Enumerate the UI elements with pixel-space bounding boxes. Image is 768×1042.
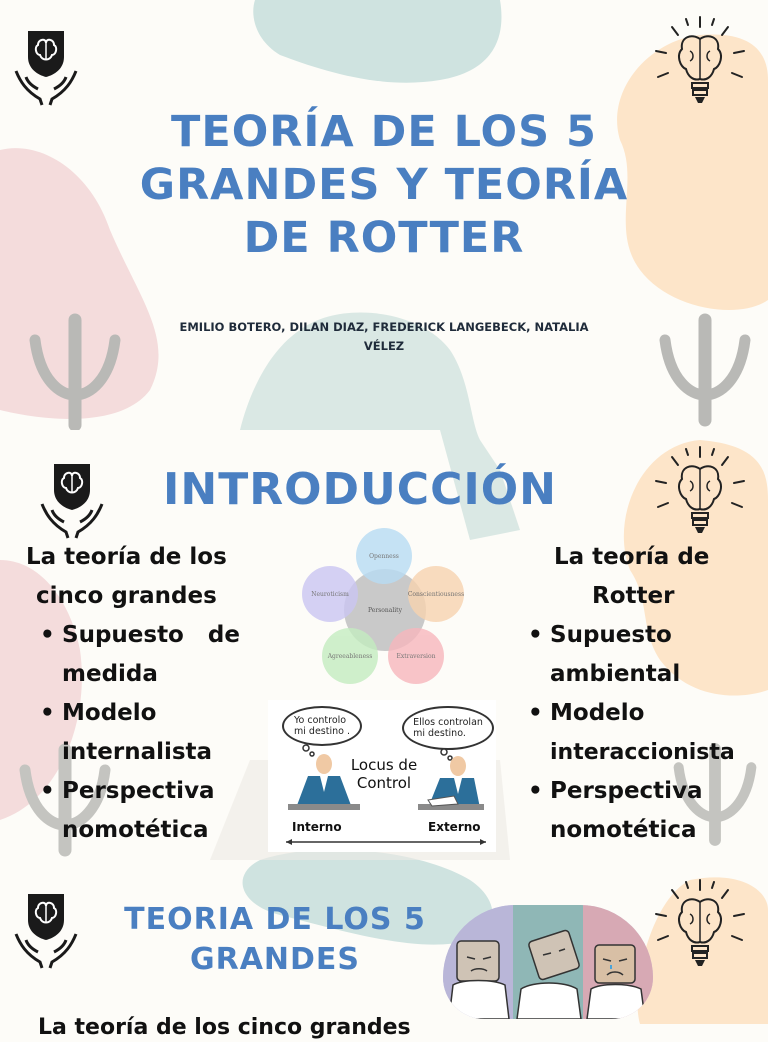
- section-title-line: GRANDES: [189, 942, 361, 977]
- list-item-line: medida: [62, 661, 158, 687]
- trait-circle: [356, 528, 412, 584]
- trait-label: Agreeableness: [327, 652, 373, 660]
- page-title-line: GRANDES Y TEORÍA: [139, 160, 629, 210]
- trait-label: Conscientiousness: [407, 590, 465, 598]
- external-label: Externo: [428, 820, 481, 834]
- brain-hands-icon: [12, 25, 80, 111]
- bubble-line: mi destino.: [413, 728, 466, 739]
- characters-drawing: [443, 905, 653, 1019]
- list-item-line: nomotética: [62, 817, 209, 843]
- list-item: [36, 694, 262, 772]
- internal-label: Interno: [292, 820, 342, 834]
- right-column: [516, 538, 766, 850]
- list-item-line: • Perspectiva: [550, 778, 703, 804]
- locus-of-control-illustration: [268, 700, 496, 852]
- list-item: [36, 772, 262, 850]
- locus-label: [344, 756, 424, 792]
- list-item-line: interaccionista: [550, 740, 735, 765]
- page-title: [100, 106, 668, 265]
- list-item: [524, 616, 766, 694]
- trait-circle: [322, 628, 378, 684]
- list-item: [524, 772, 766, 850]
- trait-label: Openness: [369, 552, 399, 560]
- list-item-line: internalista: [62, 739, 213, 765]
- list-item-line: • Modelo: [550, 700, 645, 726]
- bubble-line: Yo controlo: [294, 715, 347, 726]
- trait-label: Extraversion: [396, 652, 436, 660]
- left-title-line: cinco grandes: [36, 583, 217, 609]
- list-item-line: • Perspectiva: [62, 778, 215, 804]
- section-title: [80, 900, 470, 980]
- list-item-line: • Supuesto de: [62, 622, 240, 648]
- bubble-line: mi destino .: [294, 726, 350, 737]
- section-title-line: TEORIA DE LOS 5: [124, 902, 426, 937]
- left-list: [36, 616, 262, 850]
- authors: [130, 318, 638, 356]
- right-title-line: Rotter: [592, 583, 675, 609]
- characters-illustration: [443, 905, 653, 1019]
- page-title-line: TEORÍA DE LOS 5: [171, 107, 597, 157]
- list-item: [36, 616, 262, 694]
- authors-line: VÉLEZ: [363, 339, 405, 353]
- right-list: [524, 616, 766, 850]
- list-item-line: ambiental: [550, 661, 681, 687]
- left-column: [22, 538, 262, 850]
- teal-blob-top: [253, 0, 501, 83]
- brain-lightbulb-icon: [650, 878, 750, 977]
- intro-heading: INTRODUCCIÓN: [163, 464, 557, 515]
- authors-line: EMILIO BOTERO, DILAN DIAZ, FREDERICK LANGEBECK, NATALIA: [179, 320, 589, 334]
- list-item-line: nomotética: [550, 817, 697, 843]
- list-item-line: • Supuesto: [550, 622, 672, 648]
- trait-circle: [388, 628, 444, 684]
- right-title-line: La teoría de: [554, 544, 710, 570]
- locus-label-line: Locus de: [350, 756, 418, 774]
- page-title-line: DE ROTTER: [243, 213, 525, 263]
- brain-lightbulb-icon: [650, 445, 750, 544]
- left-column-title: [22, 538, 262, 616]
- center-label: Personality: [368, 606, 402, 614]
- brain-lightbulb-icon: [650, 15, 750, 114]
- bubble-line: Ellos controlan: [413, 717, 483, 728]
- big-five-diagram: [296, 524, 476, 689]
- locus-label-line: Control: [356, 774, 412, 792]
- trait-circle: [408, 566, 464, 622]
- psi-icon: [20, 300, 130, 434]
- section-body-partial: La teoría de los cinco grandes: [38, 1015, 411, 1040]
- list-item-line: • Modelo: [62, 700, 157, 726]
- trait-label: Neuroticism: [311, 590, 349, 598]
- psi-icon: [650, 300, 760, 434]
- brain-hands-icon: [38, 458, 106, 544]
- list-item: [524, 694, 766, 772]
- left-title-line: La teoría de los: [26, 544, 227, 570]
- right-column-title: [516, 538, 766, 616]
- trait-circle: [302, 566, 358, 622]
- brain-hands-icon: [12, 888, 80, 974]
